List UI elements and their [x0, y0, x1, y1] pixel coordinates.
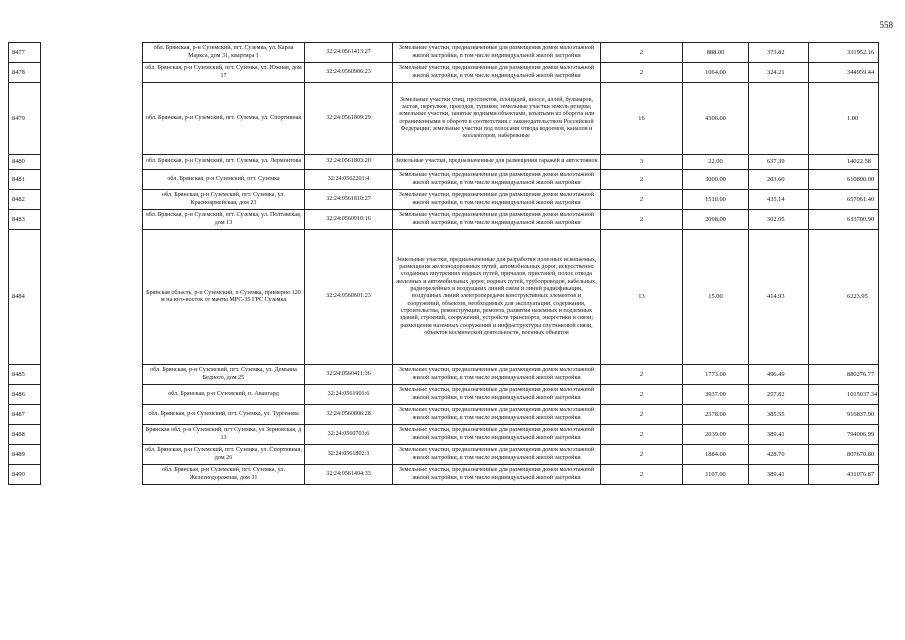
- row-number: 8485: [9, 365, 41, 385]
- cadastral-number-cell: 32:24:0561809:29: [305, 83, 393, 155]
- table-row: [9, 365, 879, 385]
- address-cell: обл. Брянская, р-н Суземский, пгт. Суземка, ул. Спортивная: [143, 83, 305, 155]
- cadastral-value-cell: 431076.87: [809, 465, 879, 485]
- unit-value-cell: 637.39: [749, 155, 809, 170]
- cadastral-value-cell: 1015037.34: [809, 385, 879, 405]
- unit-value-cell: 435.14: [749, 190, 809, 210]
- address-cell: Брянская обл, р-н Суземский, пгт Суземка, ул Зерновская, д 13: [143, 425, 305, 445]
- area-cell: 1064.00: [683, 63, 749, 83]
- row-number: 8482: [9, 190, 41, 210]
- unit-value-cell: 203.60: [749, 170, 809, 190]
- land-use-cell: Земельные участки, предназначенные для размещения домов малоэтажной жилой застройки, в том числе индивидуальной жилой застройки: [393, 43, 601, 63]
- land-use-cell: Земельные участки, предназначенные для размещения домов малоэтажной жилой застройки, в том числе индивидуальной жилой застройки: [393, 425, 601, 445]
- row-number: 8484: [9, 230, 41, 365]
- page-number: 558: [879, 20, 893, 30]
- group-cell: 2: [601, 170, 683, 190]
- spacer-cell: [41, 83, 143, 155]
- cadastral-value-cell: 794006.99: [809, 425, 879, 445]
- unit-value-cell: 428.70: [749, 445, 809, 465]
- cadastral-value-cell: 1.00: [809, 83, 879, 155]
- group-cell: 2: [601, 425, 683, 445]
- unit-value-cell: 324.21: [749, 63, 809, 83]
- spacer-cell: [41, 405, 143, 425]
- address-cell: обл. Брянская, р-н Суземский, пгт. Суземка, ул. Спортивная, дом 26: [143, 445, 305, 465]
- land-use-cell: Земельные участки, предназначенные для размещения домов малоэтажной жилой застройки, в том числе индивидуальной жилой застройки: [393, 465, 601, 485]
- land-use-cell: Земельные участки, предназначенные для размещения домов малоэтажной жилой застройки, в том числе индивидуальной жилой застройки: [393, 405, 601, 425]
- land-use-cell: Земельные участки улиц, проспектов, площадей, шоссе, аллей, бульваров, застав, переулков, проездов, тупиков; земельные участки земель резерва; земельные участки, занятые водными объектами, изъятыми из оборота или ограниченными в обороте в соответствии с законодательством Российской Федерации; земельные участки под полосами отвода водоемов, каналов и коллекторов, набережные: [393, 83, 601, 155]
- row-number: 8478: [9, 63, 41, 83]
- table-row: [9, 465, 879, 485]
- row-number: 8483: [9, 210, 41, 230]
- spacer-cell: [41, 445, 143, 465]
- address-cell: обл. Брянская, р-н Суземский, пгт. Суземка: [143, 170, 305, 190]
- group-cell: 16: [601, 83, 683, 155]
- spacer-cell: [41, 63, 143, 83]
- group-cell: 2: [601, 365, 683, 385]
- area-cell: 2378.00: [683, 405, 749, 425]
- cadastral-value-cell: 807670.80: [809, 445, 879, 465]
- area-cell: 1773.00: [683, 365, 749, 385]
- area-cell: 4306.00: [683, 83, 749, 155]
- address-cell: обл. Брянская, р-н Суземский, пгт. Суземка, ул. Демьяна Бедного, дом 25: [143, 365, 305, 385]
- address-cell: обл. Брянская, р-н Суземский, пгт. Суземка, ул. Южная, дом 17: [143, 63, 305, 83]
- cadastral-value-cell: 331952.16: [809, 43, 879, 63]
- cadastral-number-cell: 32:24:0560806:28: [305, 405, 393, 425]
- table-body: [9, 43, 879, 485]
- table-row: [9, 210, 879, 230]
- cadastral-value-cell: 610800.00: [809, 170, 879, 190]
- land-use-cell: Земельные участки, предназначенные для размещения домов малоэтажной жилой застройки, в том числе индивидуальной жилой застройки: [393, 445, 601, 465]
- area-cell: 1510.00: [683, 190, 749, 210]
- row-number: 8488: [9, 425, 41, 445]
- row-number: 8486: [9, 385, 41, 405]
- cadastral-number-cell: 32:24:0560411:36: [305, 365, 393, 385]
- cadastral-value-cell: 916837.90: [809, 405, 879, 425]
- cadastral-value-cell: 633700.90: [809, 210, 879, 230]
- cadastral-number-cell: 32:24:0560910:16: [305, 210, 393, 230]
- group-cell: 2: [601, 385, 683, 405]
- row-number: 8490: [9, 465, 41, 485]
- table-row: [9, 63, 879, 83]
- group-cell: 2: [601, 190, 683, 210]
- unit-value-cell: 414.93: [749, 230, 809, 365]
- unit-value-cell: 389.41: [749, 425, 809, 445]
- table-row: [9, 190, 879, 210]
- table-row: [9, 405, 879, 425]
- land-use-cell: Земельные участки, предназначенные для размещения домов малоэтажной жилой застройки, в том числе индивидуальной жилой застройки: [393, 365, 601, 385]
- cadastral-number-cell: 32:24:0561802:3: [305, 445, 393, 465]
- land-use-cell: Земельные участки, предназначенные для размещения домов малоэтажной жилой застройки, в том числе индивидуальной жилой застройки: [393, 190, 601, 210]
- group-cell: 2: [601, 465, 683, 485]
- spacer-cell: [41, 170, 143, 190]
- land-use-cell: Земельные участки, предназначенные для размещения домов малоэтажной жилой застройки, в том числе индивидуальной жилой застройки: [393, 385, 601, 405]
- unit-value-cell: 373.82: [749, 43, 809, 63]
- table-row: [9, 43, 879, 63]
- land-use-cell: Земельные участки, предназначенные для разработки полезных ископаемых, размещения железнодорожных путей, автомобильных дорог, искусственно созданных внутренних водных путей, причалов, пристаней, полос отвода железных и автомобильных дорог, водных путей, трубопроводов, кабельных, радиорелейных и воздушных линий связи и линий радиофикации, воздушных линий электропередачи конструктивных элементов и сооружений, объектов, необходимых для эксплуатации, содержания, строительства, реконструкции, ремонта, развития наземных и подземных зданий, строений, сооружений, устройств транспорта, энергетики и связи; размещения наземных сооружений и инфраструктуры спутниковой связи, объектов космической деятельности, военных объектов: [393, 230, 601, 365]
- spacer-cell: [41, 230, 143, 365]
- address-cell: обл. Брянская, р-н Суземский, пгт. Суземка, ул. Лермонтова: [143, 155, 305, 170]
- cadastral-number-cell: 32:24:0560703:6: [305, 425, 393, 445]
- group-cell: 2: [601, 405, 683, 425]
- cadastral-number-cell: 32:24:0560601:23: [305, 230, 393, 365]
- row-number: 8487: [9, 405, 41, 425]
- group-cell: 2: [601, 210, 683, 230]
- spacer-cell: [41, 385, 143, 405]
- cadastral-number-cell: 32:24:0561404:33: [305, 465, 393, 485]
- address-cell: обл. Брянская, р-н Суземский, п. Авангард: [143, 385, 305, 405]
- table-row: [9, 425, 879, 445]
- table-row: [9, 230, 879, 365]
- spacer-cell: [41, 465, 143, 485]
- table-row: [9, 170, 879, 190]
- address-cell: Брянская область, р-н Суземский, п Суземка, примерно 120 м на юго-восток от мачты МРС-35 ГРС Суземка: [143, 230, 305, 365]
- area-cell: 1107.00: [683, 465, 749, 485]
- area-cell: 22.00: [683, 155, 749, 170]
- unit-value-cell: 496.49: [749, 365, 809, 385]
- area-cell: 15.00: [683, 230, 749, 365]
- land-use-cell: Земельные участки, предназначенные для размещения домов малоэтажной жилой застройки, в том числе индивидуальной жилой застройки: [393, 63, 601, 83]
- cadastral-number-cell: 32:24:0561901:6: [305, 385, 393, 405]
- unit-value-cell: [749, 83, 809, 155]
- address-cell: обл. Брянская, р-н Суземский, пгт. Суземка, ул. Карла Маркса, дом 31, квартира 1: [143, 43, 305, 63]
- address-cell: обл. Брянская, р-н Суземский, пгт. Суземка, ул. Железнодорожная, дом 31: [143, 465, 305, 485]
- spacer-cell: [41, 210, 143, 230]
- cadastral-number-cell: 32:24:0561810:27: [305, 190, 393, 210]
- spacer-cell: [41, 190, 143, 210]
- cadastral-value-cell: 880276.77: [809, 365, 879, 385]
- cadastral-number-cell: 32:24:0561803:20: [305, 155, 393, 170]
- table-row: [9, 155, 879, 170]
- unit-value-cell: 257.82: [749, 385, 809, 405]
- area-cell: 888.00: [683, 43, 749, 63]
- address-cell: обл. Брянская, р-н Суземский, пгт. Суземка, ул. Красноармейская, дом 23: [143, 190, 305, 210]
- area-cell: 2039.00: [683, 425, 749, 445]
- table-row: [9, 83, 879, 155]
- group-cell: 2: [601, 63, 683, 83]
- group-cell: 3: [601, 155, 683, 170]
- spacer-cell: [41, 365, 143, 385]
- area-cell: 3000.00: [683, 170, 749, 190]
- spacer-cell: [41, 425, 143, 445]
- address-cell: обл. Брянская, р-н Суземский, пгт. Суземка, ул. Полтавская, дом 13: [143, 210, 305, 230]
- row-number: 8479: [9, 83, 41, 155]
- address-cell: обл. Брянская, р-н Суземский, пгт. Суземка, ул. Тургенева: [143, 405, 305, 425]
- cadastral-number-cell: 32:24:0560906:23: [305, 63, 393, 83]
- cadastral-value-cell: 14022.58: [809, 155, 879, 170]
- table-row: [9, 445, 879, 465]
- area-cell: 3937.00: [683, 385, 749, 405]
- row-number: 8477: [9, 43, 41, 63]
- land-use-cell: Земельные участки, предназначенные для размещения гаражей и автостоянок: [393, 155, 601, 170]
- cadastral-number-cell: 32:24:0562201:4: [305, 170, 393, 190]
- row-number: 8481: [9, 170, 41, 190]
- unit-value-cell: 389.41: [749, 465, 809, 485]
- cadastral-value-cell: 657061.40: [809, 190, 879, 210]
- land-use-cell: Земельные участки, предназначенные для размещения домов малоэтажной жилой застройки, в том числе индивидуальной жилой застройки: [393, 170, 601, 190]
- cadastral-value-cell: 6223.95: [809, 230, 879, 365]
- land-use-cell: Земельные участки, предназначенные для размещения домов малоэтажной жилой застройки, в том числе индивидуальной жилой застройки: [393, 210, 601, 230]
- spacer-cell: [41, 43, 143, 63]
- table-row: [9, 385, 879, 405]
- cadastral-value-cell: 344959.44: [809, 63, 879, 83]
- cadastral-number-cell: 32:24:0561413:27: [305, 43, 393, 63]
- area-cell: 1884.00: [683, 445, 749, 465]
- group-cell: 2: [601, 43, 683, 63]
- row-number: 8489: [9, 445, 41, 465]
- group-cell: 2: [601, 445, 683, 465]
- spacer-cell: [41, 155, 143, 170]
- cadastral-value-table: [8, 42, 879, 485]
- unit-value-cell: 385.55: [749, 405, 809, 425]
- row-number: 8480: [9, 155, 41, 170]
- group-cell: 13: [601, 230, 683, 365]
- area-cell: 2098.00: [683, 210, 749, 230]
- unit-value-cell: 302.05: [749, 210, 809, 230]
